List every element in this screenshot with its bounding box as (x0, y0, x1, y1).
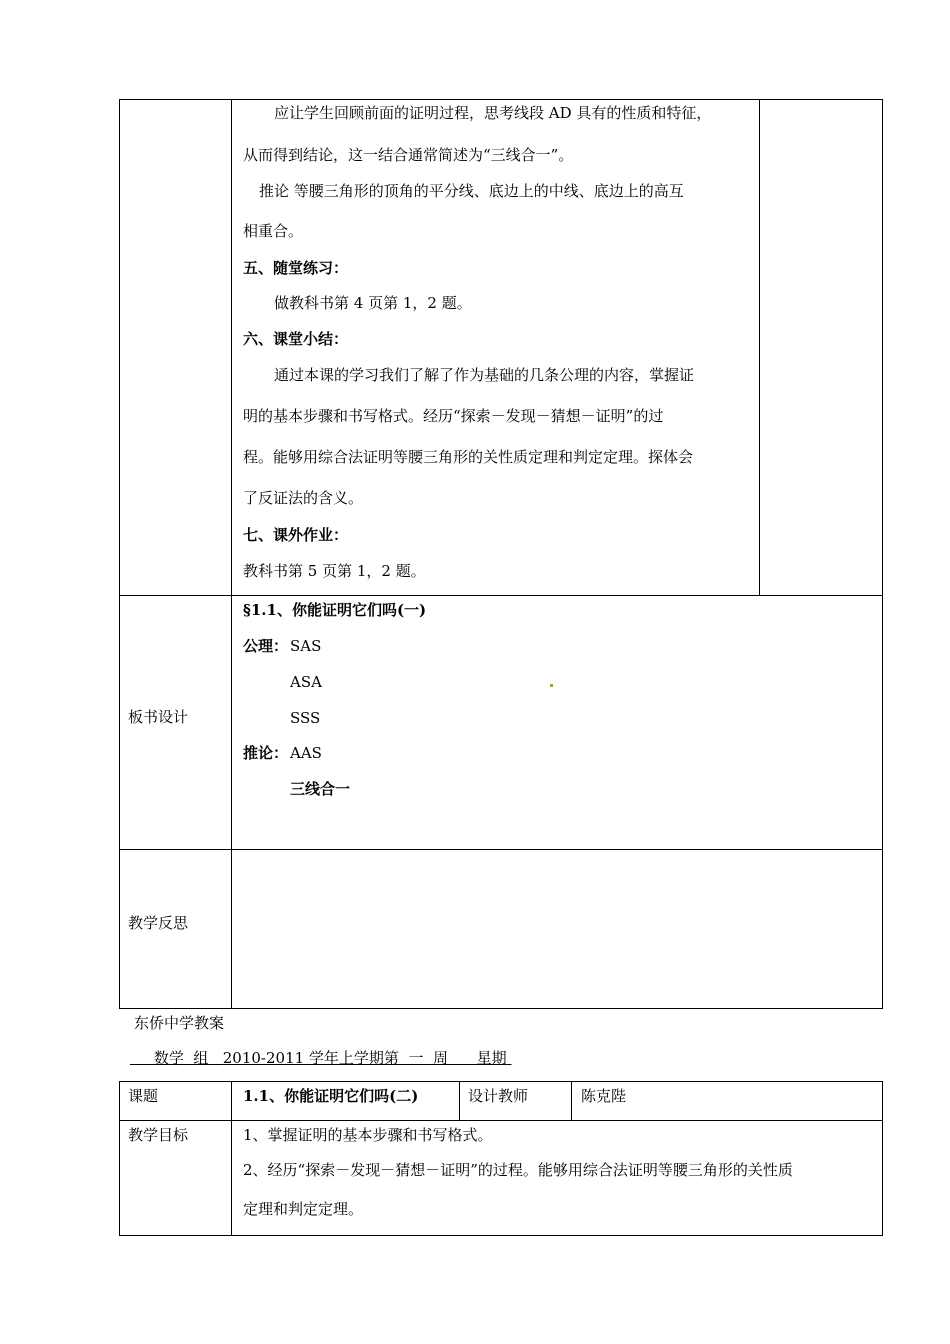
school-name: 东侨中学教案 (134, 1014, 225, 1032)
top-table-row-divider-1 (119, 595, 883, 596)
three-lines-text: 三线合一 (290, 780, 351, 798)
top-table-border-top (119, 99, 883, 100)
topic-label: 课题 (128, 1087, 159, 1105)
section-heading: 七、课外作业： (243, 526, 349, 544)
designer-label: 设计教师 (468, 1087, 529, 1105)
goals-label: 教学目标 (128, 1126, 189, 1144)
reflection-label: 教学反思 (128, 914, 189, 932)
goal-line: 2、经历“探索－发现－猜想－证明”的过程。能够用综合法证明等腰三角形的关性质 (243, 1161, 793, 1179)
top-table-border-right (882, 99, 883, 1009)
axiom-item: SSS (290, 709, 321, 727)
top-table-row-divider-2 (119, 849, 883, 850)
designer-value: 陈克陛 (581, 1087, 627, 1105)
paragraph-line: 相重合。 (243, 222, 304, 240)
summary-line: 了反证法的含义。 (243, 489, 364, 507)
bottom-table-border-top (119, 1081, 883, 1082)
axiom-label: 公理： (243, 637, 289, 655)
bottom-table-border-right (882, 1081, 883, 1236)
axiom-item: SAS (290, 637, 322, 655)
summary-line: 明的基本步骤和书写格式。经历“探索－发现－猜想－证明”的过 (243, 407, 664, 425)
goal-line: 1、掌握证明的基本步骤和书写格式。 (243, 1126, 493, 1144)
section-heading: 五、随堂练习： (243, 259, 349, 277)
axiom-item: ASA (290, 673, 322, 691)
topic-value: 1.1、你能证明它们吗(二) (243, 1087, 419, 1105)
bottom-table-col-divider-2 (459, 1081, 460, 1120)
subject-field: 数学 组 2010-2011 学年上学期第 一 周 星期 (153, 1049, 507, 1067)
board-design-label: 板书设计 (128, 708, 189, 726)
homework-text: 教科书第 5 页第 1，2 题。 (243, 562, 426, 580)
stray-dot (550, 684, 553, 687)
top-table-border-left (119, 99, 120, 1009)
bottom-table-col-divider-3 (571, 1081, 572, 1120)
top-table-inner-col-divider (759, 99, 760, 595)
goal-line: 定理和判定定理。 (243, 1200, 364, 1218)
bottom-table-border-left (119, 1081, 120, 1236)
paragraph-line: 从而得到结论，这一结合通常简述为“三线合一”。 (243, 146, 574, 164)
board-title: §1.1、你能证明它们吗(一) (243, 601, 427, 619)
summary-line: 程。能够用综合法证明等腰三角形的关性质定理和判定定理。探体会 (243, 448, 694, 466)
paragraph-line: 应让学生回顾前面的证明过程，思考线段 AD 具有的性质和特征， (274, 104, 712, 122)
bottom-table-border-bottom (119, 1235, 883, 1236)
section-heading: 六、课堂小结： (243, 330, 349, 348)
summary-line: 通过本课的学习我们了解了作为基础的几条公理的内容，掌握证 (274, 366, 695, 384)
corollary-label: 推论： (243, 744, 289, 762)
header-line (130, 1048, 511, 1068)
top-table-col-divider (231, 99, 232, 1009)
top-table-border-bottom (119, 1008, 883, 1009)
exercise-text: 做教科书第 4 页第 1，2 题。 (274, 294, 472, 312)
paragraph-line: 推论 等腰三角形的顶角的平分线、底边上的中线、底边上的高互 (259, 182, 684, 200)
bottom-table-col-divider (231, 1081, 232, 1236)
corollary-item: AAS (290, 744, 322, 762)
bottom-table-row-divider (119, 1120, 883, 1121)
